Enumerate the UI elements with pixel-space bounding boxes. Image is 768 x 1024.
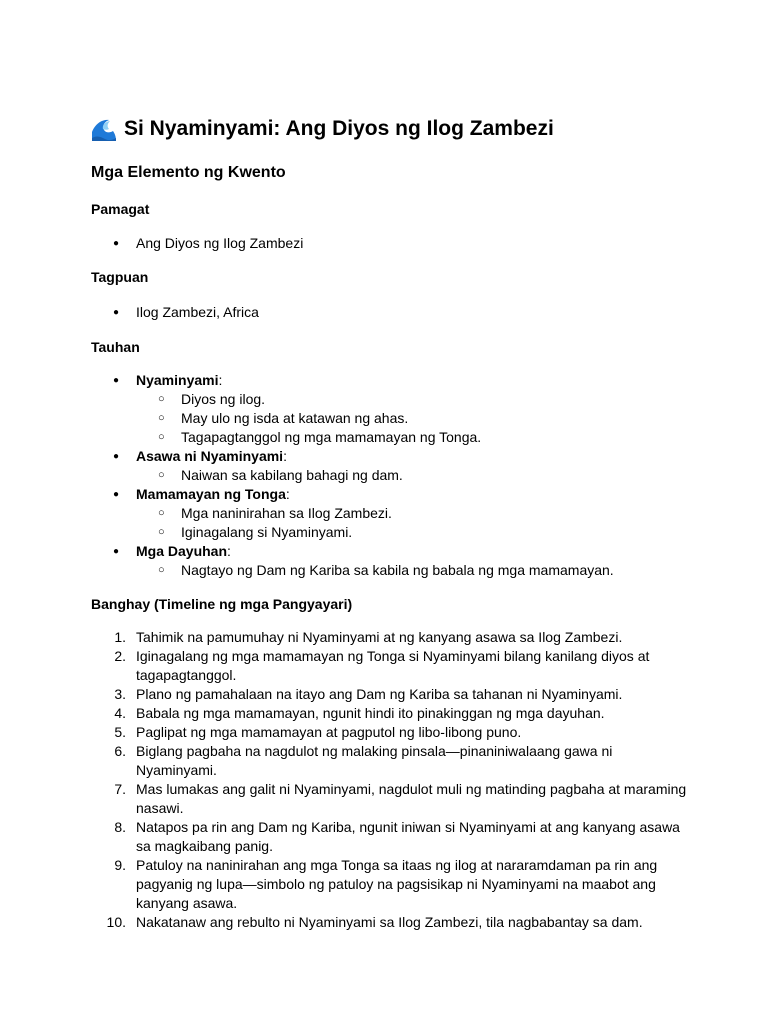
item-number: 10. xyxy=(106,914,126,930)
event-text: Plano ng pamahalaan na itayo ang Dam ng Kariba sa tahanan ni Nyaminyami. xyxy=(136,686,623,702)
event-text: Tahimik na pamumuhay ni Nyaminyami at ng kanyang asawa sa Ilog Zambezi. xyxy=(136,629,623,645)
timeline-item xyxy=(91,913,691,932)
character-name: Mamamayan ng Tonga xyxy=(136,486,286,502)
detail-item: ○ Tagapagtanggol ng mga mamamayan ng Tonga. xyxy=(136,428,614,447)
item-number: 9. xyxy=(114,857,126,873)
pamagat-list xyxy=(91,234,303,253)
timeline-item xyxy=(91,723,691,742)
character-details xyxy=(136,390,614,447)
document-title xyxy=(91,114,554,144)
tagpuan-heading: Tagpuan xyxy=(91,269,149,285)
banghay-heading: Banghay (Timeline ng mga Pangyayari) xyxy=(91,596,353,612)
pamagat-heading: Pamagat xyxy=(91,201,150,217)
tauhan-heading: Tauhan xyxy=(91,339,140,355)
character-name: Asawa ni Nyaminyami xyxy=(136,448,284,464)
event-text: Patuloy na naninirahan ang mga Tonga sa itaas ng ilog at nararamdaman pa rin ang pagyanig ng lupa—simbolo ng patuloy na pagsisikap ni Nyaminyami na maabot ang kanyang asawa. xyxy=(136,857,658,911)
character-name: Mga Dayuhan xyxy=(136,543,228,559)
event-text: Natapos pa rin ang Dam ng Kariba, ngunit iniwan si Nyaminyami at ang kanyang asawa sa magkaibang panig. xyxy=(136,819,680,854)
section-subtitle: Mga Elemento ng Kwento xyxy=(91,164,286,181)
character-details xyxy=(136,504,614,542)
timeline-item xyxy=(91,742,691,780)
event-text: Iginagalang ng mga mamamayan ng Tonga si Nyaminyami bilang kanilang diyos at tagapagtanggol. xyxy=(136,648,650,683)
event-text: Babala ng mga mamamayan, ngunit hindi ito pinakinggan ng mga dayuhan. xyxy=(136,705,605,721)
event-text: Biglang pagbaha na nagdulot ng malaking pinsala—pinaniniwalaang gawa ni Nyaminyami. xyxy=(136,743,613,778)
character-name: Nyaminyami xyxy=(136,372,219,388)
character-details xyxy=(136,561,614,580)
timeline-item xyxy=(91,685,691,704)
item-number: 5. xyxy=(114,724,126,740)
item-number: 4. xyxy=(114,705,126,721)
tagpuan-list xyxy=(91,303,259,322)
event-text: Paglipat ng mga mamamayan at pagputol ng libo-libong puno. xyxy=(136,724,522,740)
character-item: ● Mamamayan ng Tonga: ○ Mga naninirahan sa Ilog Zambezi. ○ Iginagalang si Nyaminyami. xyxy=(91,485,614,542)
detail-item: ○ May ulo ng isda at katawan ng ahas. xyxy=(136,409,614,428)
event-text: Mas lumakas ang galit ni Nyaminyami, nagdulot muli ng matinding pagbaha at maraming nasawi. xyxy=(136,781,687,816)
character-details xyxy=(136,466,614,485)
item-number: 6. xyxy=(114,743,126,759)
character-item: ● Mga Dayuhan: ○ Nagtayo ng Dam ng Kariba sa kabila ng babala ng mga mamamayan. xyxy=(91,542,614,580)
timeline-item xyxy=(91,628,691,647)
item-number: 3. xyxy=(114,686,126,702)
timeline-item xyxy=(91,856,691,913)
item-number: 1. xyxy=(114,629,126,645)
character-item: ● Asawa ni Nyaminyami: ○ Naiwan sa kabilang bahagi ng dam. xyxy=(91,447,614,485)
title-text: Si Nyaminyami: Ang Diyos ng Ilog Zambezi xyxy=(124,117,554,140)
item-number: 7. xyxy=(114,781,126,797)
list-item: ● Ang Diyos ng Ilog Zambezi xyxy=(91,234,303,253)
detail-item: ○ Iginagalang si Nyaminyami. xyxy=(136,523,614,542)
tauhan-list xyxy=(91,371,614,580)
character-item: ● Nyaminyami: ○ Diyos ng ilog. ○ May ulo ng isda at katawan ng ahas. ○ Tagapagtanggol ng mga mamamayan ng Tonga. xyxy=(91,371,614,447)
detail-item: ○ Mga naninirahan sa Ilog Zambezi. xyxy=(136,504,614,523)
timeline-item xyxy=(91,647,691,685)
detail-item: ○ Diyos ng ilog. xyxy=(136,390,614,409)
detail-item: ○ Naiwan sa kabilang bahagi ng dam. xyxy=(136,466,614,485)
event-text: Nakatanaw ang rebulto ni Nyaminyami sa Ilog Zambezi, tila nagbabantay sa dam. xyxy=(136,914,643,930)
timeline-item xyxy=(91,780,691,818)
list-item: ● Ilog Zambezi, Africa xyxy=(91,303,259,322)
detail-item: ○ Nagtayo ng Dam ng Kariba sa kabila ng babala ng mga mamamayan. xyxy=(136,561,614,580)
item-number: 2. xyxy=(114,648,126,664)
water-wave-icon xyxy=(91,116,117,142)
timeline-item xyxy=(91,818,691,856)
item-number: 8. xyxy=(114,819,126,835)
timeline-list xyxy=(91,628,691,932)
timeline-item xyxy=(91,704,691,723)
